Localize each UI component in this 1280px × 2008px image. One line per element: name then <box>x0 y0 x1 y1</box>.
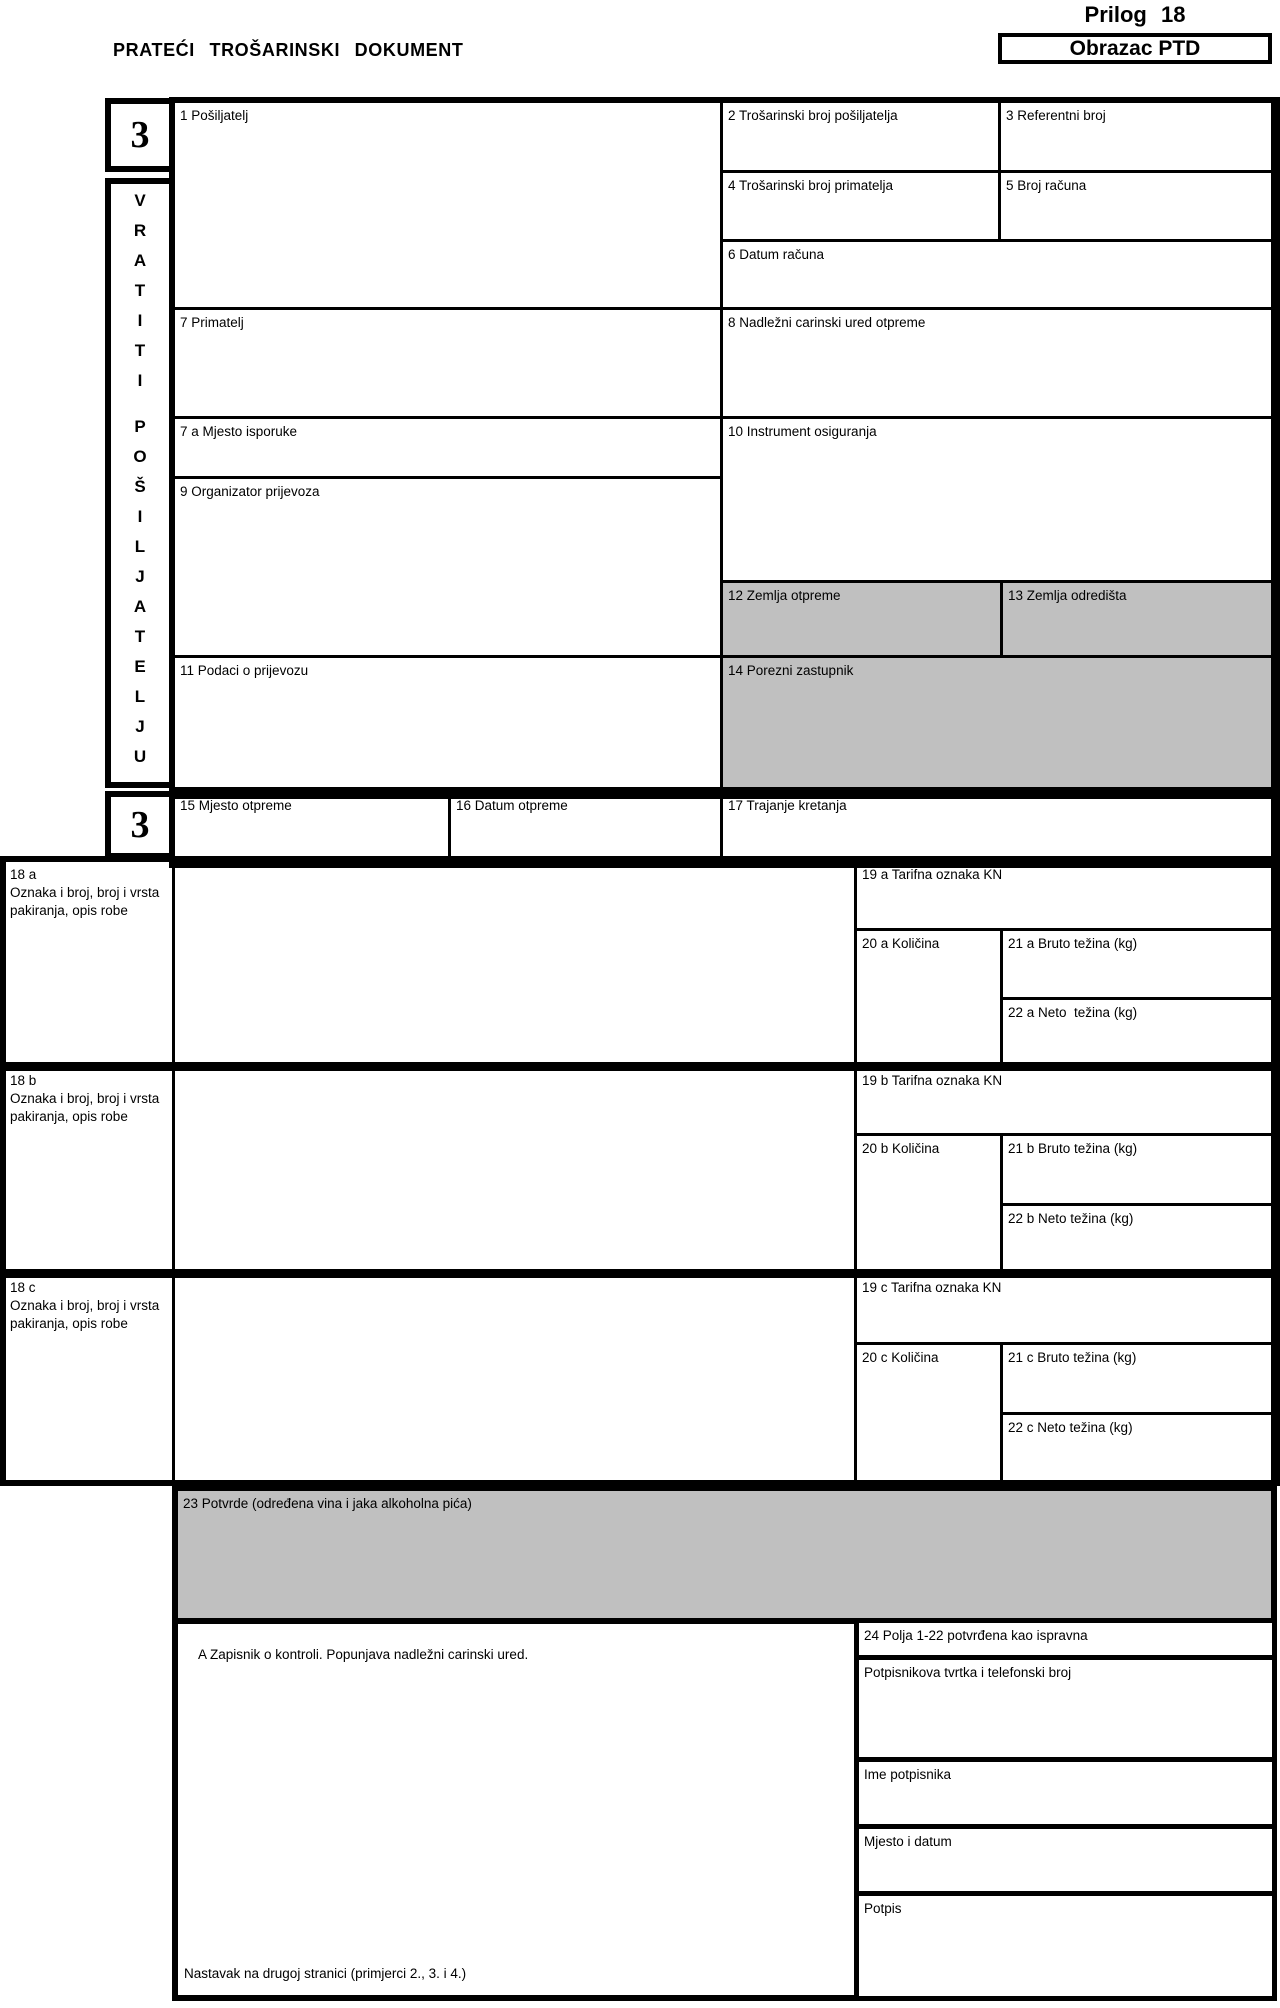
strip-letter: A <box>133 251 147 270</box>
field-18a-goods-cell <box>172 859 857 1068</box>
field-18c-text: Oznaka i broj, broj i vrsta pakiranja, opis robe <box>10 1297 160 1331</box>
form-code-box: Obrazac PTD <box>998 33 1272 64</box>
field-18c-goods-cell <box>172 1272 857 1483</box>
strip-letter: L <box>134 687 146 706</box>
strip-letter: Š <box>134 477 146 496</box>
field-24-potpis: Potpis <box>854 1891 1277 2001</box>
field-10-instrument-osiguranja: 10 Instrument osiguranja <box>720 416 1274 583</box>
field-18a-number: 18 a <box>10 867 37 882</box>
field-3-referentni-broj: 3 Referentni broj <box>998 100 1274 173</box>
field-9-organizator-prijevoza: 9 Organizator prijevoza <box>172 476 723 658</box>
strip-letter: I <box>137 311 143 330</box>
field-24-polja-potvrdena: 24 Polja 1-22 potvrđena kao ispravna <box>854 1618 1277 1660</box>
strip-letter: A <box>133 597 147 616</box>
annex-label: Prilog 18 <box>1084 2 1186 27</box>
field-20a-kolicina: 20 a Količina <box>854 928 1003 1068</box>
field-7a-mjesto-isporuke: 7 a Mjesto isporuke <box>172 416 723 479</box>
field-14-porezni-zastupnik: 14 Porezni zastupnik <box>720 655 1274 793</box>
field-1-posiljatelj: 1 Pošiljatelj <box>172 100 723 310</box>
field-22b-neto-tezina: 22 b Neto težina (kg) <box>1000 1203 1274 1275</box>
field-24-potpisnikova-tvrtka: Potpisnikova tvrtka i telefonski broj <box>854 1655 1277 1762</box>
field-24-mjesto-i-datum: Mjesto i datum <box>854 1824 1277 1896</box>
field-7-primatelj: 7 Primatelj <box>172 307 723 419</box>
strip-letter: V <box>134 191 146 210</box>
field-21b-bruto-tezina: 21 b Bruto težina (kg) <box>1000 1133 1274 1206</box>
strip-letter: T <box>134 281 146 300</box>
strip-letter: E <box>134 657 146 676</box>
field-17-trajanje-kretanja: 17 Trajanje kretanja <box>720 790 1274 862</box>
field-2-trosarinski-broj-posiljatelja: 2 Trošarinski broj pošiljatelja <box>720 100 1001 173</box>
field-19b-tarifna-oznaka: 19 b Tarifna oznaka KN <box>854 1065 1274 1136</box>
field-11-podaci-o-prijevozu: 11 Podaci o prijevozu <box>172 655 723 793</box>
field-20c-kolicina: 20 c Količina <box>854 1342 1003 1483</box>
strip-letter: R <box>133 221 147 240</box>
strip-letter: J <box>135 717 145 736</box>
field-18c-label-box <box>2 1272 175 1483</box>
strip-letter: U <box>133 747 147 766</box>
field-18c-number: 18 c <box>10 1280 36 1295</box>
field-18b-text: Oznaka i broj, broj i vrsta pakiranja, opis robe <box>10 1090 160 1124</box>
field-8-nadlezni-carinski-ured: 8 Nadležni carinski ured otpreme <box>720 307 1274 419</box>
copy-number-top-box <box>105 98 175 172</box>
strip-letter: P <box>134 417 146 436</box>
field-a-zapisnik-o-kontroli <box>172 1618 860 2001</box>
field-12-zemlja-otpreme: 12 Zemlja otpreme <box>720 580 1003 658</box>
field-19c-tarifna-oznaka: 19 c Tarifna oznaka KN <box>854 1272 1274 1345</box>
field-18b-number: 18 b <box>10 1073 37 1088</box>
field-4-trosarinski-broj-primatelja: 4 Trošarinski broj primatelja <box>720 170 1001 242</box>
copy-number-top: 3 <box>130 114 150 156</box>
field-22a-neto-tezina: 22 a Neto težina (kg) <box>1000 997 1274 1068</box>
field-19a-tarifna-oznaka: 19 a Tarifna oznaka KN <box>854 859 1274 931</box>
field-18a-label-box <box>2 859 175 1068</box>
field-21a-bruto-tezina: 21 a Bruto težina (kg) <box>1000 928 1274 1000</box>
field-15-mjesto-otpreme: 15 Mjesto otpreme <box>172 790 451 862</box>
strip-letter: T <box>134 341 146 360</box>
field-18b-label-box <box>2 1065 175 1275</box>
field-18b-goods-cell <box>172 1065 857 1275</box>
strip-letter: I <box>137 371 143 390</box>
field-6-datum-racuna: 6 Datum računa <box>720 239 1274 310</box>
field-21c-bruto-tezina: 21 c Bruto težina (kg) <box>1000 1342 1274 1415</box>
field-20b-kolicina: 20 b Količina <box>854 1133 1003 1275</box>
strip-letter: T <box>134 627 146 646</box>
copy-number-bottom-box <box>105 791 175 859</box>
field-16-datum-otpreme: 16 Datum otpreme <box>448 790 723 862</box>
field-24-ime-potpisnika: Ime potpisnika <box>854 1757 1277 1829</box>
page-title: PRATEĆI TROŠARINSKI DOKUMENT <box>113 40 464 60</box>
field-13-zemlja-odredista: 13 Zemlja odredišta <box>1000 580 1274 658</box>
copy-number-bottom: 3 <box>130 804 150 846</box>
field-5-broj-racuna: 5 Broj računa <box>998 170 1274 242</box>
strip-letter: O <box>133 447 147 466</box>
return-to-sender-strip <box>105 178 175 788</box>
strip-letter: I <box>137 507 143 526</box>
strip-letter: J <box>135 567 145 586</box>
field-23-potvrde: 23 Potvrde (određena vina i jaka alkoholna pića) <box>172 1485 1277 1624</box>
field-22c-neto-tezina: 22 c Neto težina (kg) <box>1000 1412 1274 1483</box>
strip-letter: L <box>134 537 146 556</box>
field-a-label: A Zapisnik o kontroli. Popunjava nadležni carinski ured. <box>198 1646 529 1662</box>
continuation-note: Nastavak na drugoj stranici (primjerci 2., 3. i 4.) <box>184 1966 467 1982</box>
field-18a-text: Oznaka i broj, broj i vrsta pakiranja, opis robe <box>10 884 160 918</box>
